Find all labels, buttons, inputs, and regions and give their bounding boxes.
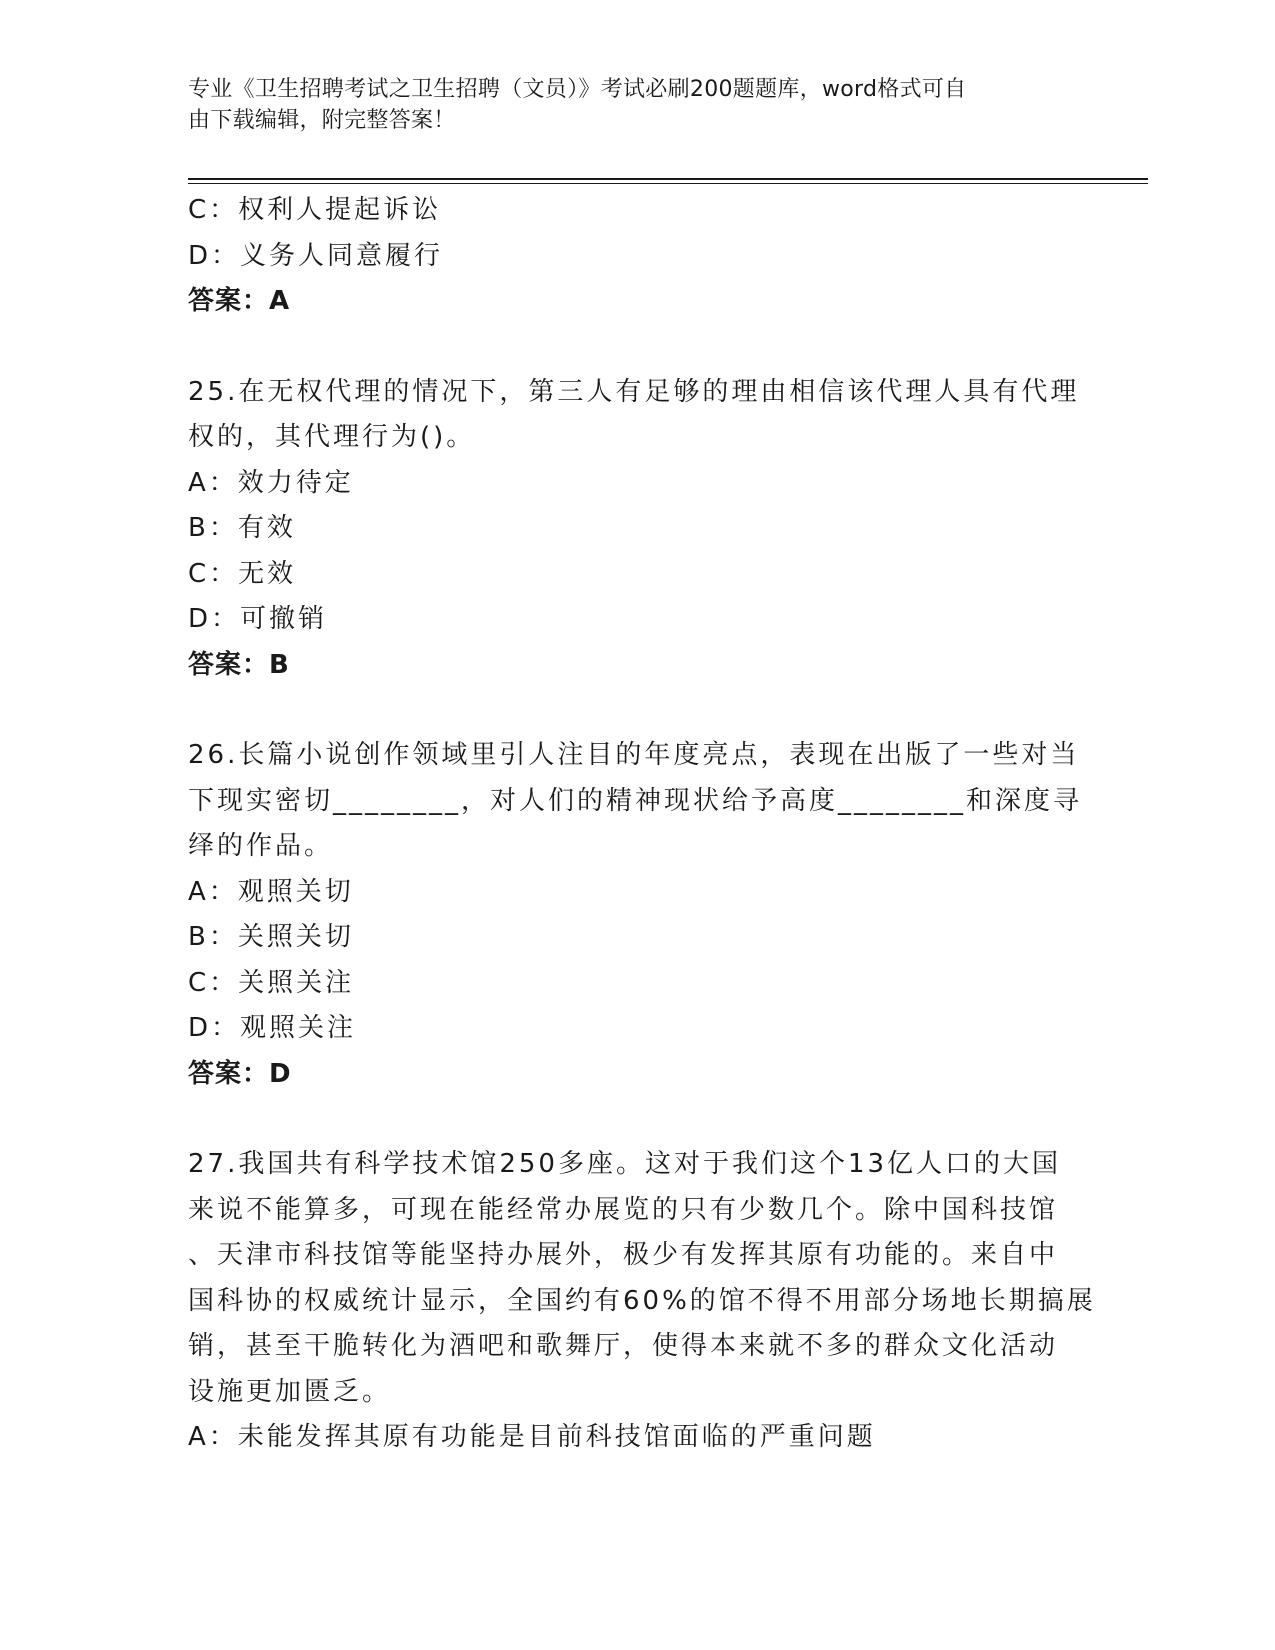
header-rule-thin — [188, 183, 1148, 184]
option-a: A：未能发挥其原有功能是目前科技馆面临的严重问题 — [188, 1422, 876, 1452]
header-line-2: 由下载编辑，附完整答案！ — [188, 108, 456, 133]
document-body — [188, 188, 1096, 1461]
question-stem-line: 权的，其代理行为()。 — [188, 422, 476, 452]
question-stem-line: 下现实密切________，对人们的精神现状给予高度________和深度寻 — [188, 785, 1083, 816]
question-stem-line: 25.在无权代理的情况下，第三人有足够的理由相信该代理人具有代理 — [188, 376, 1080, 407]
option-d: D：观照关注 — [188, 1013, 357, 1043]
option-c: C：权利人提起诉讼 — [188, 195, 442, 225]
answer: 答案：B — [188, 649, 290, 680]
option-b: B：有效 — [188, 513, 296, 543]
question-stem-line: 来说不能算多，可现在能经常办展览的只有少数几个。除中国科技馆 — [188, 1194, 1059, 1225]
question-stem-line: 绎的作品。 — [188, 831, 334, 861]
question-stem-line: 27.我国共有科学技术馆250多座。这对于我们这个13亿人口的大国 — [188, 1149, 1062, 1179]
question-stem-line: 26.长篇小说创作领域里引人注目的年度亮点，表现在出版了一些对当 — [188, 740, 1080, 770]
question-stem-line: 设施更加匮乏。 — [188, 1376, 392, 1407]
option-a: A：效力待定 — [188, 467, 354, 498]
prev-question-tail — [188, 188, 1088, 325]
header-line-1: 专业《卫生招聘考试之卫生招聘（文员）》考试必刷200题题库，word格式可自 — [188, 77, 967, 102]
option-d: D：可撤销 — [188, 604, 328, 634]
option-a: A：观照关切 — [188, 876, 354, 907]
option-c: C：无效 — [188, 558, 297, 589]
question-stem-line: 销，甚至干脆转化为酒吧和歌舞厅，使得本来就不多的群众文化活动 — [188, 1331, 1059, 1361]
question-stem-line: 国科协的权威统计显示，全国约有60%的馆不得不用部分场地长期搞展 — [188, 1285, 1096, 1316]
document-header — [188, 74, 1068, 136]
question-27 — [188, 1142, 1096, 1461]
option-d: D：义务人同意履行 — [188, 240, 444, 271]
question-26 — [188, 733, 1088, 1097]
question-25 — [188, 370, 1088, 689]
header-rule-thick — [188, 178, 1148, 180]
answer: 答案：D — [188, 1058, 292, 1089]
question-stem-line: 、天津市科技馆等能坚持办展外，极少有发挥其原有功能的。来自中 — [188, 1240, 1059, 1270]
option-b: B：关照关切 — [188, 922, 354, 952]
answer: 答案：A — [188, 286, 291, 316]
option-c: C：关照关注 — [188, 967, 355, 998]
